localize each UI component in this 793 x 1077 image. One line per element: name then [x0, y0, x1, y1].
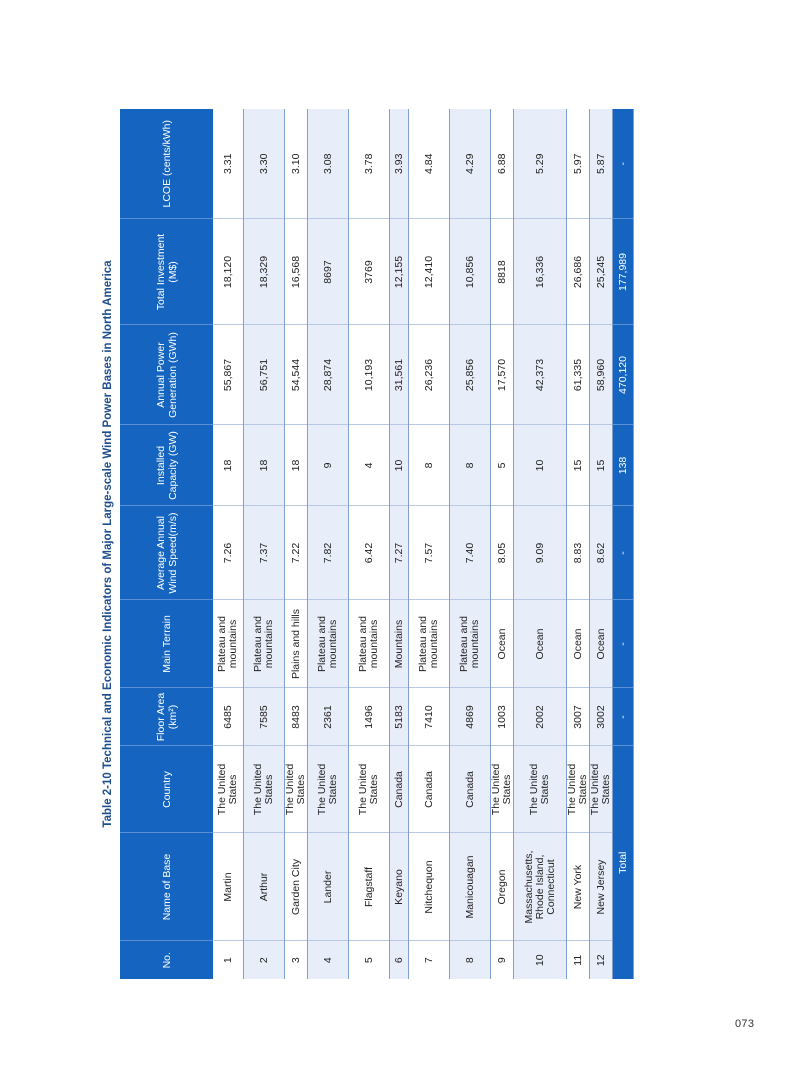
table-cell: Keyano — [390, 833, 409, 941]
table-cell: 4.84 — [409, 109, 450, 219]
table-cell: 3.78 — [349, 109, 390, 219]
table-cell: 6 — [390, 941, 409, 979]
table-row — [390, 109, 409, 979]
table-cell: 58,960 — [590, 325, 613, 425]
table-row — [213, 109, 244, 979]
column-header: Total Investment (M$) — [120, 219, 213, 325]
table-cell: 7.22 — [285, 506, 308, 600]
table-cell: Mountains — [390, 600, 409, 688]
table-cell: 15 — [590, 425, 613, 506]
table-cell: 3 — [285, 941, 308, 979]
table-cell: Ocean — [491, 600, 514, 688]
table-cell: 5 — [491, 425, 514, 506]
table-cell: 1003 — [491, 688, 514, 746]
table-cell: Ocean — [590, 600, 613, 688]
table-cell: 6485 — [213, 688, 244, 746]
table-cell: Plateau and mountains — [244, 600, 285, 688]
table-cell: Flagstaff — [349, 833, 390, 941]
table-cell: 4 — [308, 941, 349, 979]
table-cell: 7.37 — [244, 506, 285, 600]
table-row — [450, 109, 491, 979]
table-cell: 6.88 — [491, 109, 514, 219]
total-cell: Total — [613, 746, 634, 979]
table-cell: 31,561 — [390, 325, 409, 425]
table-cell: 16,568 — [285, 219, 308, 325]
table-cell: The United States — [590, 746, 613, 833]
table-cell: 61,335 — [567, 325, 590, 425]
table-row — [409, 109, 450, 979]
total-cell: - — [613, 506, 634, 600]
table-cell: 8.83 — [567, 506, 590, 600]
table-body — [213, 109, 634, 979]
table-cell: 7.26 — [213, 506, 244, 600]
column-header: Country — [120, 746, 213, 833]
table-cell: Garden City — [285, 833, 308, 941]
table-cell: 25,856 — [450, 325, 491, 425]
table-cell: 18,120 — [213, 219, 244, 325]
table-row — [590, 109, 613, 979]
table-cell: 42,373 — [514, 325, 567, 425]
column-header: Main Terrain — [120, 600, 213, 688]
table-cell: 8 — [409, 425, 450, 506]
column-header: Average Annual Wind Speed(m/s) — [120, 506, 213, 600]
table-cell: Plateau and mountains — [308, 600, 349, 688]
table-cell: 3.93 — [390, 109, 409, 219]
table-cell: 7.27 — [390, 506, 409, 600]
table-cell: 3002 — [590, 688, 613, 746]
table-cell: Canada — [450, 746, 491, 833]
table-cell: 7.82 — [308, 506, 349, 600]
table-cell: 15 — [567, 425, 590, 506]
table-cell: 3.08 — [308, 109, 349, 219]
table-cell: Plains and hills — [285, 600, 308, 688]
table-cell: Plateau and mountains — [213, 600, 244, 688]
table-cell: 25,245 — [590, 219, 613, 325]
table-cell: 2361 — [308, 688, 349, 746]
table-cell: 2 — [244, 941, 285, 979]
table-cell: 3.31 — [213, 109, 244, 219]
table-cell: 5 — [349, 941, 390, 979]
table-cell: Ocean — [514, 600, 567, 688]
table-cell: 4.29 — [450, 109, 491, 219]
table-cell: 54,544 — [285, 325, 308, 425]
total-row — [613, 109, 634, 979]
table-cell: 26,686 — [567, 219, 590, 325]
total-cell: 177,989 — [613, 219, 634, 325]
column-header: No. — [120, 941, 213, 979]
table-cell: Plateau and mountains — [409, 600, 450, 688]
table-title: Table 2-10 Technical and Economic Indicators of Major Large-scale Wind Power Bases in North America — [102, 260, 114, 828]
table-cell: 12 — [590, 941, 613, 979]
table-cell: The United States — [285, 746, 308, 833]
table-header-row — [120, 109, 213, 979]
table-cell: The United States — [567, 746, 590, 833]
table-cell: Manicouagan — [450, 833, 491, 941]
column-header: LCOE (cents/kWh) — [120, 109, 213, 219]
table-row — [308, 109, 349, 979]
table-cell: 10,193 — [349, 325, 390, 425]
table-cell: 2002 — [514, 688, 567, 746]
table-cell: 5.87 — [590, 109, 613, 219]
table-cell: Oregon — [491, 833, 514, 941]
table-cell: The United States — [491, 746, 514, 833]
table-cell: 1496 — [349, 688, 390, 746]
table-cell: The United States — [349, 746, 390, 833]
table-cell: 12,410 — [409, 219, 450, 325]
table-cell: The United States — [244, 746, 285, 833]
total-cell: 470,120 — [613, 325, 634, 425]
table-cell: New York — [567, 833, 590, 941]
table-row — [491, 109, 514, 979]
table-cell: 5.97 — [567, 109, 590, 219]
table-cell: 8.05 — [491, 506, 514, 600]
table-row — [567, 109, 590, 979]
table-cell: 9 — [308, 425, 349, 506]
table-cell: 9.09 — [514, 506, 567, 600]
table-cell: 7 — [409, 941, 450, 979]
table-cell: The United States — [514, 746, 567, 833]
table-cell: 7410 — [409, 688, 450, 746]
table-cell: 18 — [213, 425, 244, 506]
table-cell: 10 — [514, 425, 567, 506]
table-cell: 18,329 — [244, 219, 285, 325]
table-cell: 3.10 — [285, 109, 308, 219]
table-cell: 3007 — [567, 688, 590, 746]
wind-power-bases-table — [120, 109, 634, 979]
rotated-table-block — [96, 109, 716, 979]
table-cell: Ocean — [567, 600, 590, 688]
table-cell: 1 — [213, 941, 244, 979]
column-header: Floor Area (km²) — [120, 688, 213, 746]
page-number: 073 — [735, 1018, 755, 1030]
total-cell: - — [613, 109, 634, 219]
table-row — [285, 109, 308, 979]
table-cell: Nitchequon — [409, 833, 450, 941]
table-cell: 3769 — [349, 219, 390, 325]
table-cell: 7585 — [244, 688, 285, 746]
table-cell: Martin — [213, 833, 244, 941]
table-cell: 16,336 — [514, 219, 567, 325]
table-cell: 17,570 — [491, 325, 514, 425]
table-cell: 18 — [285, 425, 308, 506]
table-cell: The United States — [308, 746, 349, 833]
table-cell: Canada — [390, 746, 409, 833]
table-cell: Massachusetts, Rhode Island, Connecticut — [514, 833, 567, 941]
table-cell: Arthur — [244, 833, 285, 941]
table-cell: 8.62 — [590, 506, 613, 600]
table-cell: 11 — [567, 941, 590, 979]
table-cell: 10 — [514, 941, 567, 979]
total-cell: - — [613, 600, 634, 688]
table-cell: 4 — [349, 425, 390, 506]
table-cell: 8 — [450, 941, 491, 979]
table-cell: 26,236 — [409, 325, 450, 425]
table-cell: 18 — [244, 425, 285, 506]
table-cell: Canada — [409, 746, 450, 833]
total-cell: - — [613, 688, 634, 746]
table-cell: 7.40 — [450, 506, 491, 600]
table-cell: 4869 — [450, 688, 491, 746]
table-cell: The United States — [213, 746, 244, 833]
table-cell: New Jersey — [590, 833, 613, 941]
table-cell: 9 — [491, 941, 514, 979]
table-cell: 8818 — [491, 219, 514, 325]
table-cell: 28,874 — [308, 325, 349, 425]
table-cell: 5.29 — [514, 109, 567, 219]
table-cell: 55,867 — [213, 325, 244, 425]
table-cell: Plateau and mountains — [450, 600, 491, 688]
table-cell: 10 — [390, 425, 409, 506]
table-cell: 6.42 — [349, 506, 390, 600]
table-cell: 10,856 — [450, 219, 491, 325]
column-header: Name of Base — [120, 833, 213, 941]
total-cell: 138 — [613, 425, 634, 506]
table-cell: 8 — [450, 425, 491, 506]
column-header: Installed Capacity (GW) — [120, 425, 213, 506]
table-cell: 8697 — [308, 219, 349, 325]
column-header: Annual Power Generation (GWh) — [120, 325, 213, 425]
table-cell: 56,751 — [244, 325, 285, 425]
table-cell: Lander — [308, 833, 349, 941]
table-cell: Plateau and mountains — [349, 600, 390, 688]
table-row — [514, 109, 567, 979]
table-cell: 3.30 — [244, 109, 285, 219]
table-cell: 8483 — [285, 688, 308, 746]
table-cell: 5183 — [390, 688, 409, 746]
table-cell: 7.57 — [409, 506, 450, 600]
table-row — [349, 109, 390, 979]
table-row — [244, 109, 285, 979]
table-cell: 12,155 — [390, 219, 409, 325]
